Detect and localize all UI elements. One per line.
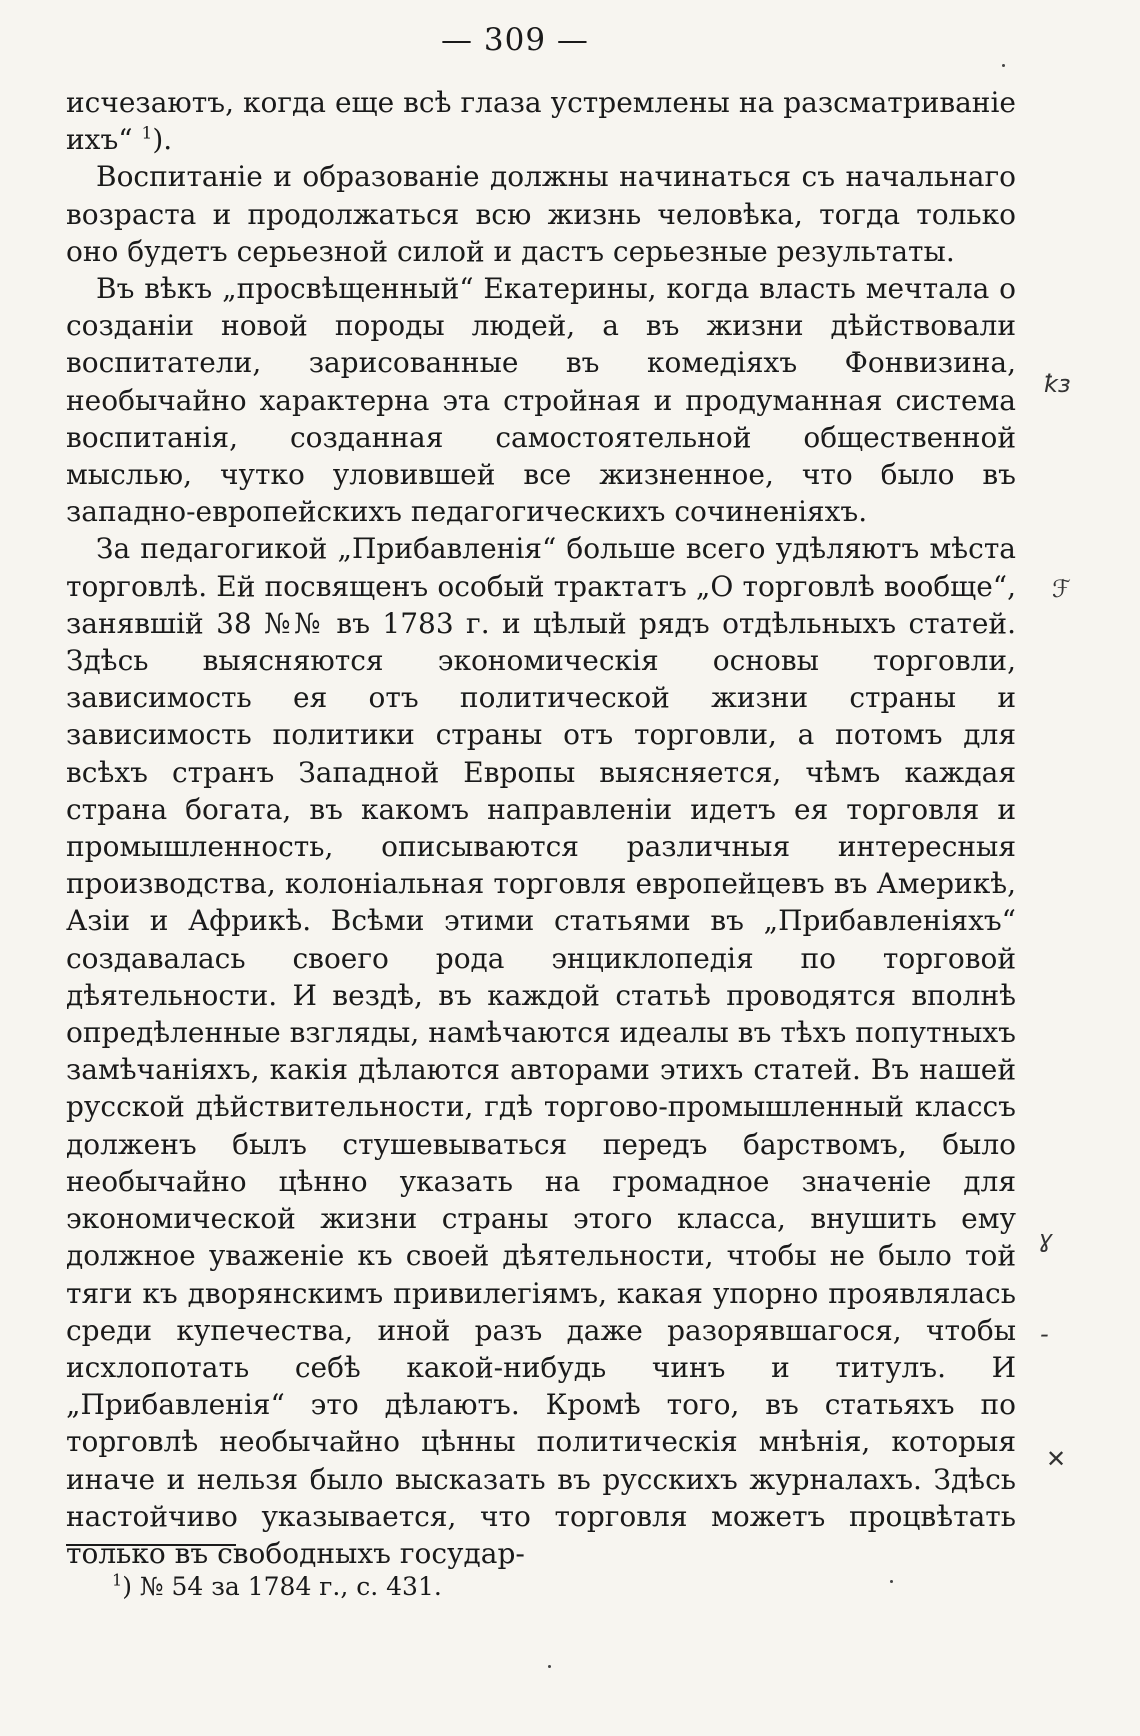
margin-annotation-5: ✕ [1046,1445,1067,1473]
body-text [66,84,1016,1572]
ink-speck [1002,64,1005,67]
footnote [112,1570,442,1604]
paragraph-2: Воспитаніе и образованіе должны начинаться съ начальнаго возраста и продолжаться всю жизнь человѣка, тогда только оно будетъ серьезной силой и дастъ серьезные результаты. [66,160,1016,268]
footnote-divider [66,1544,236,1546]
margin-annotation-1: ꝁз [1044,370,1071,398]
paragraph-1-tail: ). [152,123,173,157]
footnote-mark: 1 [112,1570,123,1590]
footnote-reference[interactable]: 1 [141,123,153,144]
page-number: — 309 — [441,22,589,58]
paragraph-1 [66,84,1016,158]
margin-annotation-2: ℱ [1052,575,1071,603]
margin-annotation-4: - [1040,1320,1049,1348]
ink-speck [548,1665,551,1668]
paragraph-4: За педагогикой „Прибавленія“ больше всего удѣляютъ мѣста торговлѣ. Ей посвященъ особый трактатъ „О торговлѣ вообще“, занявшій 38 №№ въ 1783 г. и цѣлый рядъ отдѣльныхъ статей. Здѣсь выясняются экономическія основы торговли, зависимость ея отъ политической жизни страны и зависимость политики страны отъ торговли, а потомъ для всѣхъ странъ Западной Европы выясняется, чѣмъ каждая страна богата, въ какомъ направленіи идетъ ея торговля и промышленность, описываются различныя интересныя производства, колоніальная торговля европейцевъ въ Америкѣ, Азіи и Африкѣ. Всѣми этими статьями въ „Прибавленіяхъ“ создавалась своего рода энциклопедія по торговой дѣятельности. И вездѣ, въ каждой статьѣ проводятся вполнѣ опредѣленные взгляды, намѣчаются идеалы въ тѣхъ попутныхъ замѣчаніяхъ, какія дѣлаются авторами этихъ статей. Въ нашей русской дѣйствительности, гдѣ торгово-промышленный классъ долженъ былъ стушевываться передъ барствомъ, было необычайно цѣнно указать на громадное значеніе для экономической жизни страны этого класса, внушить ему должное уваженіе къ своей дѣятельности, чтобы не было той тяги къ дворянскимъ привилегіямъ, какая упорно проявлялась среди купечества, иной разъ даже разорявшагося, чтобы исхлопотать себѣ какой-нибудь чинъ и титулъ. И „Прибавленія“ это дѣлаютъ. Кромѣ того, въ статьяхъ по торговлѣ необычайно цѣнны политическія мнѣнія, которыя иначе и нельзя было высказать въ русскихъ журналахъ. Здѣсь настойчиво указывается, что торговля можетъ процвѣтать только въ свободныхъ государ- [66,532,1016,1570]
footnote-text: ) № 54 за 1784 г., с. 431. [122,1572,442,1601]
margin-annotation-3: ɣ [1038,1225,1053,1253]
ink-speck [890,1580,893,1583]
paragraph-1-text: исчезаютъ, когда еще всѣ глаза устремлены на разсматриваніе ихъ“ [66,86,1016,157]
paragraph-3: Въ вѣкъ „просвѣщенный“ Екатерины, когда власть мечтала о созданіи новой породы людей, а въ жизни дѣйствовали воспитатели, зарисованные въ комедіяхъ Фонвизина, необычайно характерна эта стройная и продуманная система воспитанія, созданная самостоятельной общественной мыслью, чутко уловившей все жизненное, что было въ западно-европейскихъ педагогическихъ сочиненіяхъ. [66,272,1016,529]
